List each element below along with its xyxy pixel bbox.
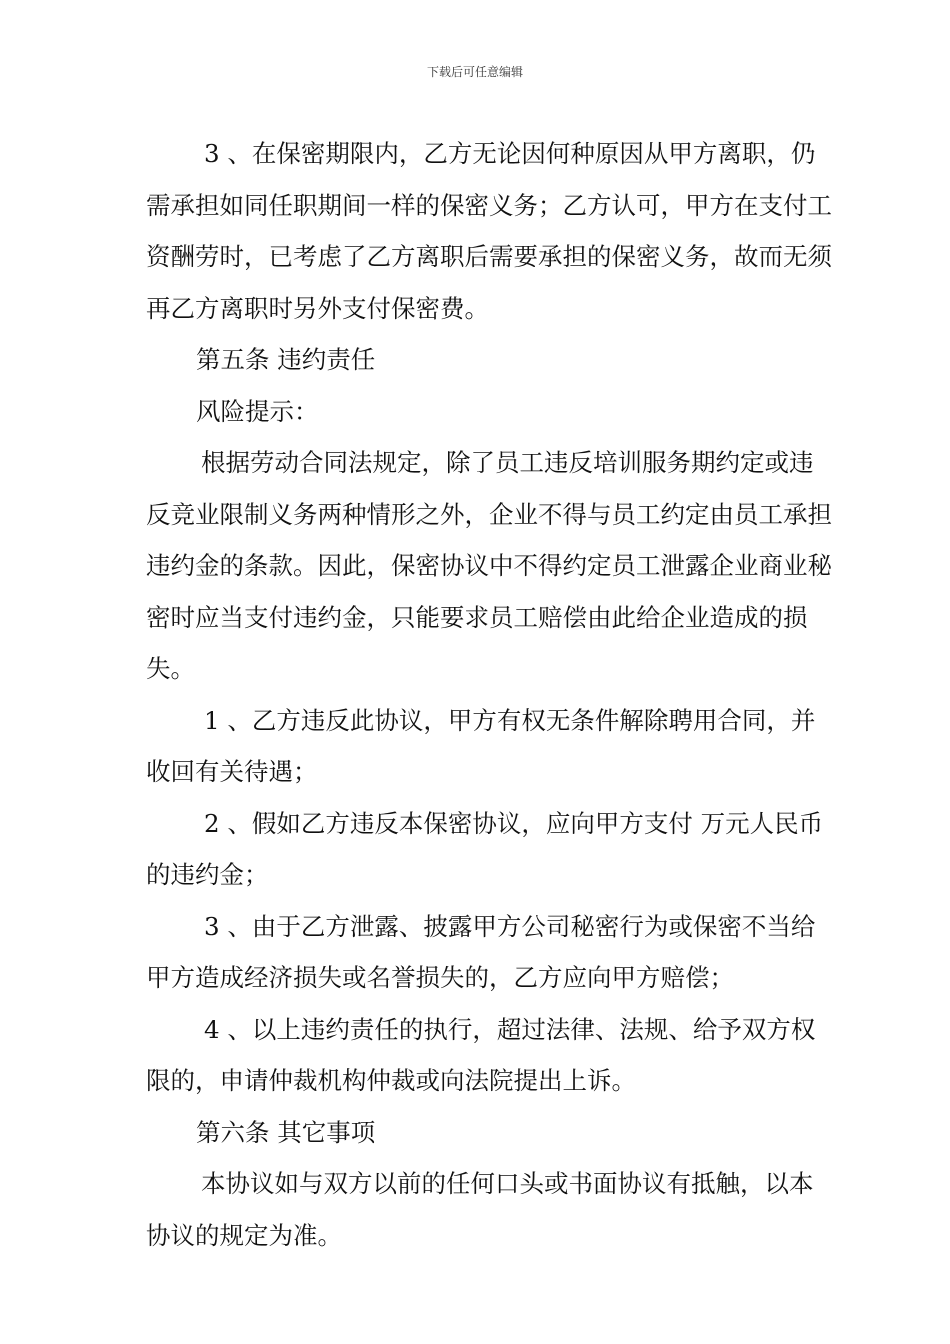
article-6-paragraph: 本协议如与双方以前的任何口头或书面协议有抵触，以本协议的规定为准。: [146, 1169, 814, 1250]
clause-4-3-paragraph: 3 、在保密期限内，乙方无论因何种原因从甲方离职，仍需承担如同任职期间一样的保密义务；乙方认可，甲方在支付工资酬劳时，已考虑了乙方离职后需要承担的保密义务，故而无须再乙方离职时另外支付保密费。: [146, 139, 832, 323]
article-6-heading: 第六条 其它事项: [196, 1117, 376, 1147]
clause-5-3-paragraph: 3 、由于乙方泄露、披露甲方公司秘密行为或保密不当给甲方造成经济损失或名誉损失的，乙方应向甲方赔偿；: [146, 911, 816, 992]
article-5-heading: 第五条 违约责任: [196, 345, 376, 374]
risk-notice-label: 风险提示：: [196, 396, 319, 426]
document-body: [146, 128, 836, 1261]
clause-5-1-paragraph: 1 、乙方违反此协议，甲方有权无条件解除聘用合同，并收回有关待遇；: [146, 705, 816, 786]
clause-5-2-paragraph: 2 、假如乙方违反本保密协议，应向甲方支付 万元人民币的违约金；: [146, 808, 824, 889]
clause-5-4-paragraph: 4 、以上违约责任的执行，超过法律、法规、给予双方权限的，申请仲裁机构仲裁或向法院提出上诉。: [146, 1014, 816, 1095]
risk-notice-paragraph: 根据劳动合同法规定，除了员工违反培训服务期约定或违反竞业限制义务两种情形之外，企业不得与员工约定由员工承担违约金的条款。因此，保密协议中不得约定员工泄露企业商业秘密时应当支付违约金，只能要求员工赔偿由此给企业造成的损失。: [146, 448, 832, 683]
page-header: 下载后可任意编辑: [426, 65, 523, 79]
